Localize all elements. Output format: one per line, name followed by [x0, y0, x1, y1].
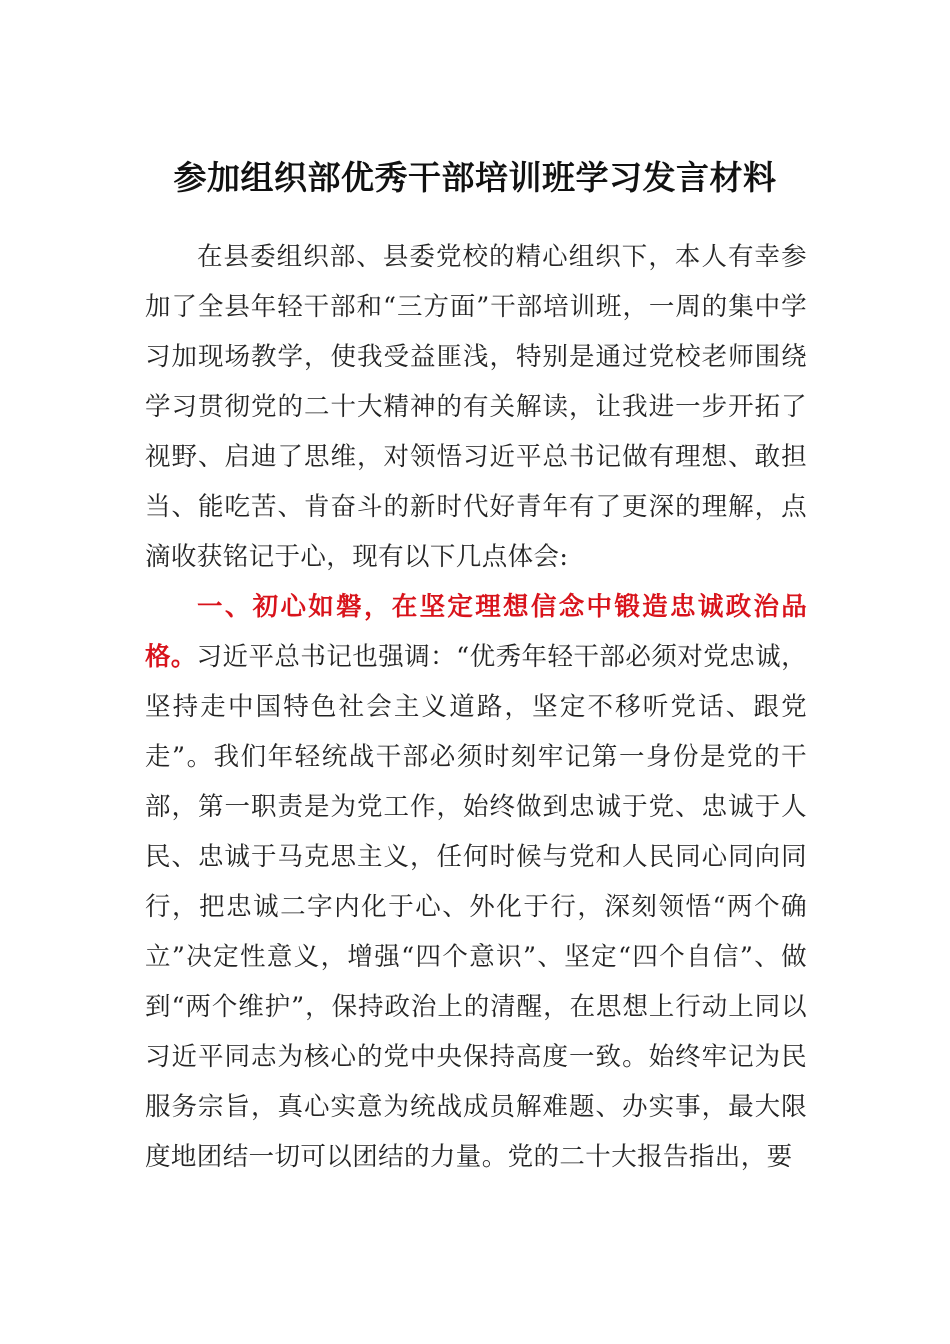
intro-paragraph: 在县委组织部、县委党校的精心组织下，本人有幸参加了全县年轻干部和“三方面”干部培训班，一周的集中学习加现场教学，使我受益匪浅，特别是通过党校老师围绕学习贯彻党的二十大精神的有关解读，让我进一步开拓了视野、启迪了思维，对领悟习近平总书记做有理想、敢担当、能吃苦、肯奋斗的新时代好青年有了更深的理解，点滴收获铭记于心，现有以下几点体会: [145, 242, 807, 572]
document-body [145, 232, 807, 1182]
section-1-paragraph [145, 582, 807, 1182]
document-title: 参加组织部优秀干部培训班学习发言材料 [173, 158, 777, 197]
section-1-heading: 一、初心如磐，在坚定理想信念中锻造忠诚政治品格。 [145, 592, 807, 672]
section-1-body: 习近平总书记也强调：“优秀年轻干部必须对党忠诚，坚持走中国特色社会主义道路，坚定不移听党话、跟党走”。我们年轻统战干部必须时刻牢记第一身份是党的干部，第一职责是为党工作，始终做到忠诚于党、忠诚于人民、忠诚于马克思主义，任何时候与党和人民同心同向同行，把忠诚二字内化于心、外化于行，深刻领悟“两个确立”决定性意义，增强“四个意识”、坚定“四个自信”、做到“两个维护”，保持政治上的清醒，在思想上行动上同以习近平同志为核心的党中央保持高度一致。始终牢记为民服务宗旨，真心实意为统战成员解难题、办实事，最大限度地团结一切可以团结的力量。党的二十大报告指出，要 [145, 642, 808, 1172]
